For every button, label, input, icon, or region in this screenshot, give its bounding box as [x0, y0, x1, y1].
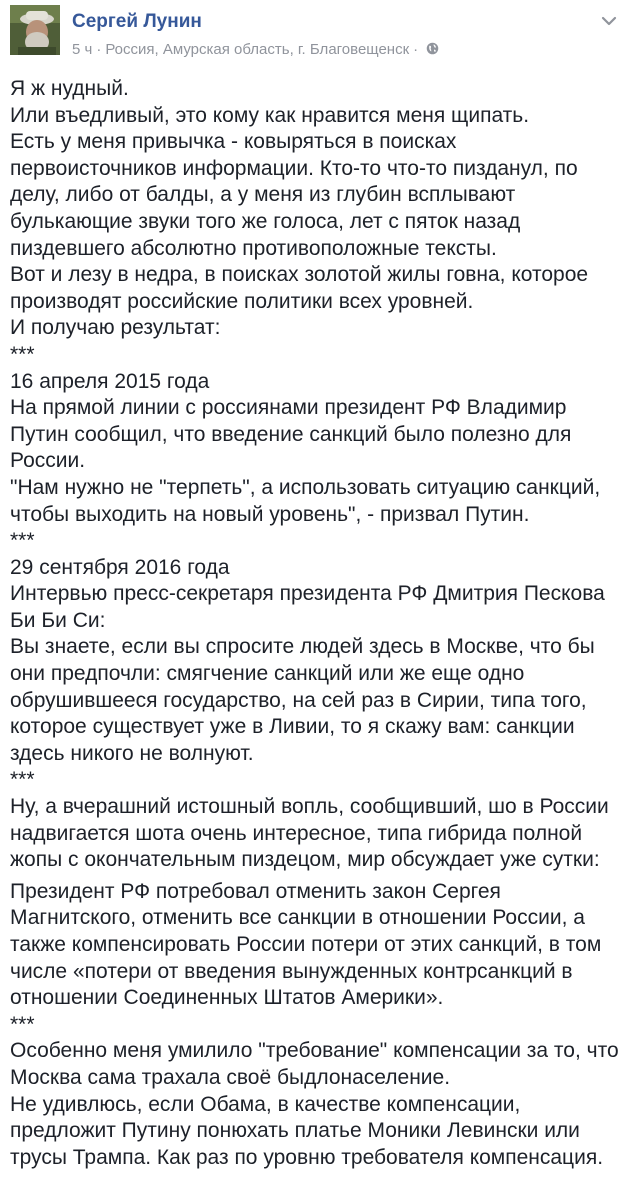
post-line: также компенсировать России потери от этих санкций, в том: [10, 933, 602, 956]
post-line: которое существует уже в Ливии, то я скажу вам: санкции: [10, 715, 575, 739]
post-line: ***: [10, 768, 35, 792]
author-name[interactable]: Сергей Лунин: [72, 11, 202, 32]
post-line: первоисточников информации. Кто-то что-то пизданул, по: [10, 156, 578, 180]
post-line: ***: [10, 529, 35, 553]
post-line: надвигается шота очень интересное, типа гибрида полной: [10, 821, 583, 845]
meta-separator: ·: [96, 41, 102, 58]
post-line: Не удивлюсь, если Обама, в качестве компенсации,: [10, 1092, 521, 1116]
post-line: жопы с окончательным пиздецом, мир обсуждает уже сутки:: [10, 848, 600, 872]
post-line: предложит Путину понюхать платье Моники Левински или: [10, 1119, 580, 1143]
post-line: чтобы выходить на новый уровень", - призвал Путин.: [10, 502, 530, 526]
meta-separator: ·: [413, 41, 419, 58]
post-line: Есть у меня привычка - ковыряться в поисках: [10, 130, 457, 154]
post-line: Или въедливый, это кому как нравится меня щипать.: [10, 103, 530, 127]
post-line: пиздевшего абсолютно противоположные тексты.: [10, 236, 497, 260]
post-line: Интервью пресс-секретаря президента РФ Дмитрия Пескова: [10, 582, 605, 606]
post-line: они предпочли: смягчение санкций или же еще одно: [10, 662, 525, 686]
post-line: делу, либо от балды, а у меня из глубин всплывают: [10, 183, 516, 207]
post-line: булькающие звуки того же голоса, лет с пяток назад: [10, 209, 521, 233]
post-line: Ну, а вчерашний истошный вопль, сообщивший, шо в России: [10, 795, 609, 819]
post-line: России.: [10, 449, 86, 473]
post-line: И получаю результат:: [10, 316, 221, 340]
post-line: Президент РФ потребовал отменить закон Сергея: [10, 879, 501, 903]
post-line: Вот и лезу в недра, в поисках золотой жилы говна, которое: [10, 263, 589, 287]
post-line: 29 сентября 2016 года: [10, 555, 230, 579]
globe-icon[interactable]: [426, 42, 439, 55]
post-location[interactable]: Россия, Амурская область, г. Благовещенск: [105, 41, 410, 58]
post-text: [10, 76, 622, 1171]
post-line: "Нам нужно не "терпеть", а использовать ситуацию санкций,: [10, 475, 601, 499]
avatar[interactable]: [10, 5, 60, 55]
chevron-down-icon[interactable]: [601, 15, 617, 27]
post-line: 16 апреля 2015 года: [10, 369, 210, 393]
post-line: здесь никого не волнуют.: [10, 741, 254, 765]
post-line: Я ж нудный.: [10, 77, 129, 100]
post-line: Магнитского, отменить все санкции в отношении России, а: [10, 906, 585, 930]
post-line: Москва сама трахала своё быдлонаселение.: [10, 1065, 451, 1089]
post-line: числе «потери от введения вынужденных контрсанкций в: [10, 959, 573, 983]
post-meta: [72, 41, 439, 58]
post-line: Путин сообщил, что введение санкций было полезно для: [10, 422, 572, 446]
post-header: [10, 5, 627, 61]
post-line: Вы знаете, если вы спросите людей здесь в Москве, что бы: [10, 635, 595, 659]
post-line: На прямой линии с россиянами президент РФ Владимир: [10, 396, 567, 420]
post-time[interactable]: 5 ч: [72, 41, 93, 58]
post-line: производят российские политики всех уровней.: [10, 289, 474, 313]
post-line: обрушившееся государство, на сей раз в Сирии, типа того,: [10, 688, 587, 712]
post-line: трусы Трампа. Как раз по уровню требователя компенсация.: [10, 1145, 604, 1169]
post-line: отношении Соединенных Штатов Америки».: [10, 986, 444, 1010]
post-line: ***: [10, 1012, 35, 1036]
post-line: Особенно меня умилило "требование" компенсации за то, что: [10, 1039, 619, 1063]
post-line: Би Би Си:: [10, 608, 106, 632]
post-line: ***: [10, 342, 35, 366]
